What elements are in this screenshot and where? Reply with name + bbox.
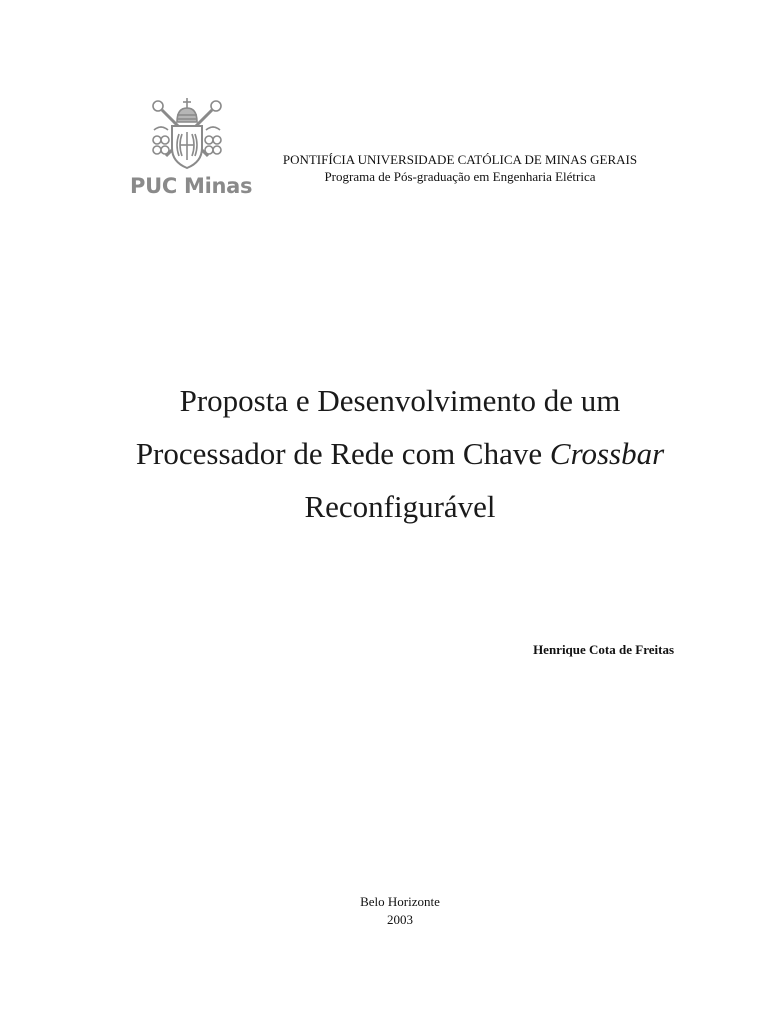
university-logo (128, 96, 253, 208)
author-name: Henrique Cota de Freitas (533, 642, 674, 657)
year: 2003 (387, 912, 413, 927)
title-line-3: Reconfigurável (304, 489, 496, 524)
program-name: Programa de Pós-graduação em Engenharia Elétrica (324, 169, 596, 184)
puc-minas-coat-of-arms-icon (146, 96, 228, 176)
institution-header (250, 151, 670, 185)
title-line-1: Proposta e Desenvolvimento de um (179, 383, 621, 418)
city: Belo Horizonte (360, 894, 440, 909)
title-line-2-italic: Crossbar (549, 436, 665, 471)
location-and-date (250, 893, 550, 929)
thesis-title (60, 374, 740, 533)
title-line-2-text: Processador de Rede com Chave (135, 436, 550, 471)
logo-text: PUC Minas (130, 174, 253, 198)
title-line-2 (60, 427, 740, 480)
university-name: PONTIFÍCIA UNIVERSIDADE CATÓLICA DE MINAS GERAIS (282, 152, 638, 167)
